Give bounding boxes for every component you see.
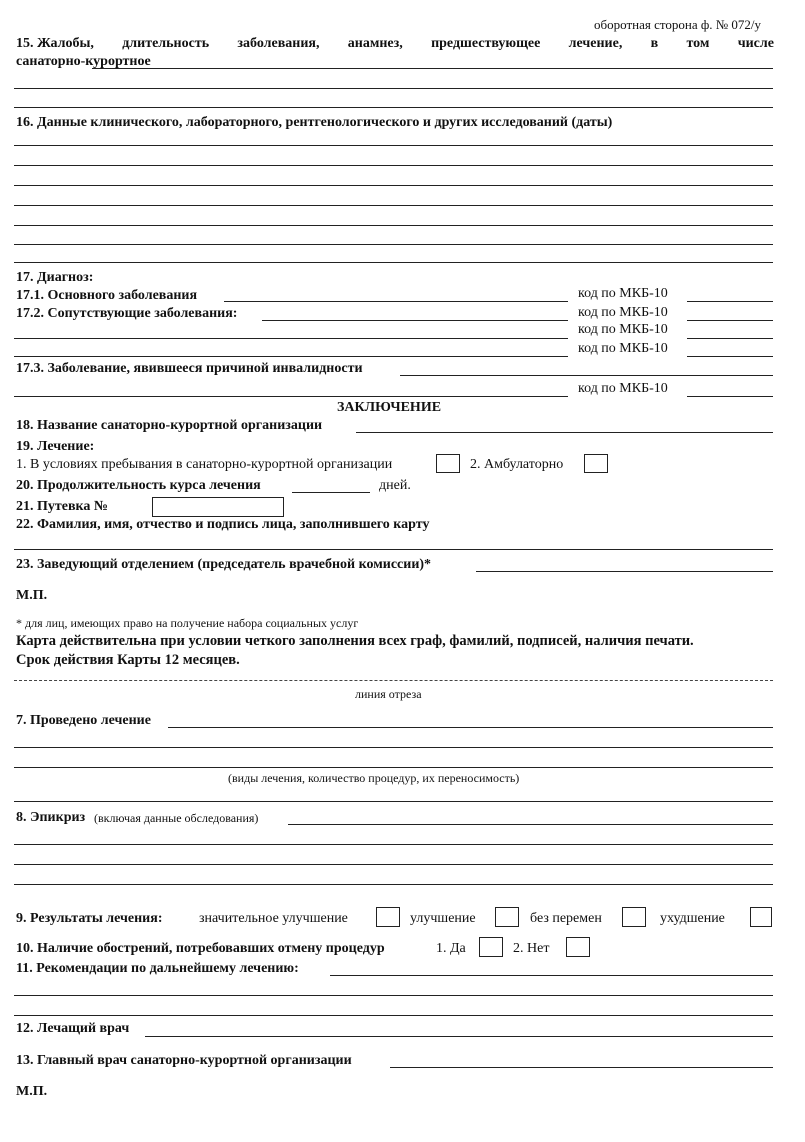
footnote: * для лиц, имеющих право на получение набора социальных услуг bbox=[16, 616, 359, 630]
research-field-line[interactable] bbox=[14, 225, 773, 226]
complaints-word: заболевания, bbox=[237, 36, 320, 51]
days-unit: дней. bbox=[379, 478, 411, 493]
validity-note-line2: Срок действия Карты 12 месяцев. bbox=[16, 652, 240, 668]
voucher-number-label: 21. Путевка № bbox=[16, 499, 108, 514]
icd-code-label: код по МКБ-10 bbox=[578, 322, 668, 337]
diagnosis-title: 17. Диагноз: bbox=[16, 270, 94, 285]
treatment-label: 19. Лечение: bbox=[16, 439, 95, 454]
result-option-no-change: без перемен bbox=[530, 911, 602, 926]
research-field-line[interactable] bbox=[14, 205, 773, 206]
epicrisis-label: 8. Эпикриз bbox=[16, 810, 86, 825]
conclusion-title: ЗАКЛЮЧЕНИЕ bbox=[337, 400, 442, 415]
exacerbations-yes-label: 1. Да bbox=[436, 941, 466, 956]
icd-code-label: код по МКБ-10 bbox=[578, 286, 668, 301]
icd-code-label: код по МКБ-10 bbox=[578, 341, 668, 356]
epicrisis-field[interactable] bbox=[14, 844, 773, 845]
result-no-change-checkbox[interactable] bbox=[622, 907, 646, 927]
icd-code-field[interactable] bbox=[687, 338, 773, 339]
filler-name-field[interactable] bbox=[14, 549, 773, 550]
cut-line-label: линия отреза bbox=[355, 687, 422, 701]
course-duration-label: 20. Продолжительность курса лечения bbox=[16, 478, 261, 493]
cut-line bbox=[14, 680, 773, 681]
research-field-line[interactable] bbox=[14, 244, 773, 245]
disability-disease-label: 17.3. Заболевание, явившееся причиной инвалидности bbox=[16, 361, 363, 376]
icd-code-field[interactable] bbox=[687, 301, 773, 302]
complaints-label bbox=[16, 37, 774, 51]
voucher-number-field[interactable] bbox=[152, 497, 284, 517]
result-improvement-checkbox[interactable] bbox=[495, 907, 519, 927]
complaints-word: предшествующее bbox=[431, 36, 541, 51]
research-field-line[interactable] bbox=[14, 145, 773, 146]
icd-code-field[interactable] bbox=[687, 320, 773, 321]
result-option-improvement: улучшение bbox=[410, 911, 476, 926]
inpatient-option-label: 1. В условиях пребывания в санаторно-курортной организации bbox=[16, 457, 393, 472]
icd-code-label: код по МКБ-10 bbox=[578, 381, 668, 396]
form-side-label: оборотная сторона ф. № 072/у bbox=[594, 17, 762, 32]
result-option-worse: ухудшение bbox=[660, 911, 725, 926]
organization-name-label: 18. Название санаторно-курортной организации bbox=[16, 418, 323, 433]
treatment-done-field[interactable] bbox=[14, 801, 773, 802]
icd-code-field[interactable] bbox=[687, 356, 773, 357]
complaints-word: числе bbox=[737, 36, 774, 51]
treatment-done-field[interactable] bbox=[14, 747, 773, 748]
disability-disease-field[interactable] bbox=[14, 396, 568, 397]
result-significant-checkbox[interactable] bbox=[376, 907, 400, 927]
recommendations-field[interactable] bbox=[14, 1015, 773, 1016]
complaints-word: том bbox=[686, 36, 710, 51]
results-label: 9. Результаты лечения: bbox=[16, 911, 163, 926]
treatment-done-field[interactable] bbox=[168, 727, 773, 728]
complaints-field-line[interactable] bbox=[14, 107, 773, 108]
main-disease-field[interactable] bbox=[224, 301, 568, 302]
outpatient-checkbox[interactable] bbox=[584, 454, 608, 473]
concomitant-disease-label: 17.2. Сопутствующие заболевания: bbox=[16, 306, 238, 321]
icd-code-field[interactable] bbox=[687, 396, 773, 397]
organization-name-field[interactable] bbox=[356, 432, 773, 433]
epicrisis-field[interactable] bbox=[14, 864, 773, 865]
result-option-significant: значительное улучшение bbox=[199, 911, 348, 926]
concomitant-disease-field[interactable] bbox=[14, 356, 568, 357]
complaints-word: анамнез, bbox=[347, 36, 403, 51]
inpatient-checkbox[interactable] bbox=[436, 454, 460, 473]
validity-note-line1: Карта действительна при условии четкого заполнения всех граф, фамилий, подписей, наличия печати. bbox=[16, 633, 694, 649]
complaints-field-line[interactable] bbox=[14, 88, 773, 89]
attending-doctor-label: 12. Лечащий врач bbox=[16, 1021, 130, 1036]
epicrisis-hint: (включая данные обследования) bbox=[94, 811, 259, 825]
disability-disease-field[interactable] bbox=[400, 375, 773, 376]
department-head-field[interactable] bbox=[476, 571, 773, 572]
research-field-line[interactable] bbox=[14, 165, 773, 166]
complaints-field-line[interactable] bbox=[92, 68, 773, 69]
research-field-line[interactable] bbox=[14, 185, 773, 186]
recommendations-field[interactable] bbox=[330, 975, 773, 976]
recommendations-label: 11. Рекомендации по дальнейшему лечению: bbox=[16, 961, 299, 976]
complaints-label-line2: санаторно-курортное bbox=[16, 54, 151, 69]
concomitant-disease-field[interactable] bbox=[262, 320, 568, 321]
chief-doctor-field[interactable] bbox=[390, 1067, 773, 1068]
recommendations-field[interactable] bbox=[14, 995, 773, 996]
complaints-word: лечение, bbox=[568, 36, 623, 51]
main-disease-label: 17.1. Основного заболевания bbox=[16, 288, 198, 303]
exacerbations-label: 10. Наличие обострений, потребовавших отмену процедур bbox=[16, 941, 385, 956]
treatment-done-field[interactable] bbox=[14, 767, 773, 768]
stamp-label: М.П. bbox=[16, 588, 48, 603]
exacerbations-yes-checkbox[interactable] bbox=[479, 937, 503, 957]
result-worse-checkbox[interactable] bbox=[750, 907, 772, 927]
filler-name-label: 22. Фамилия, имя, отчество и подпись лица, заполнившего карту bbox=[16, 517, 430, 532]
concomitant-disease-field[interactable] bbox=[14, 338, 568, 339]
icd-code-label: код по МКБ-10 bbox=[578, 305, 668, 320]
treatment-done-label: 7. Проведено лечение bbox=[16, 713, 151, 728]
stamp-label: М.П. bbox=[16, 1084, 48, 1099]
attending-doctor-field[interactable] bbox=[145, 1036, 773, 1037]
complaints-word: 15. Жалобы, bbox=[16, 36, 94, 51]
research-field-line[interactable] bbox=[14, 262, 773, 263]
epicrisis-field[interactable] bbox=[288, 824, 773, 825]
department-head-label: 23. Заведующий отделением (председатель врачебной комиссии)* bbox=[16, 557, 432, 572]
exacerbations-no-checkbox[interactable] bbox=[566, 937, 590, 957]
research-label: 16. Данные клинического, лабораторного, рентгенологического и других исследований (даты) bbox=[16, 115, 613, 130]
course-duration-field[interactable] bbox=[292, 492, 370, 493]
complaints-word: в bbox=[650, 36, 659, 51]
exacerbations-no-label: 2. Нет bbox=[513, 941, 550, 956]
epicrisis-field[interactable] bbox=[14, 884, 773, 885]
complaints-word: длительность bbox=[122, 36, 210, 51]
chief-doctor-label: 13. Главный врач санаторно-курортной организации bbox=[16, 1053, 352, 1068]
treatment-done-hint: (виды лечения, количество процедур, их переносимость) bbox=[228, 771, 520, 785]
outpatient-option-label: 2. Амбулаторно bbox=[470, 457, 564, 472]
